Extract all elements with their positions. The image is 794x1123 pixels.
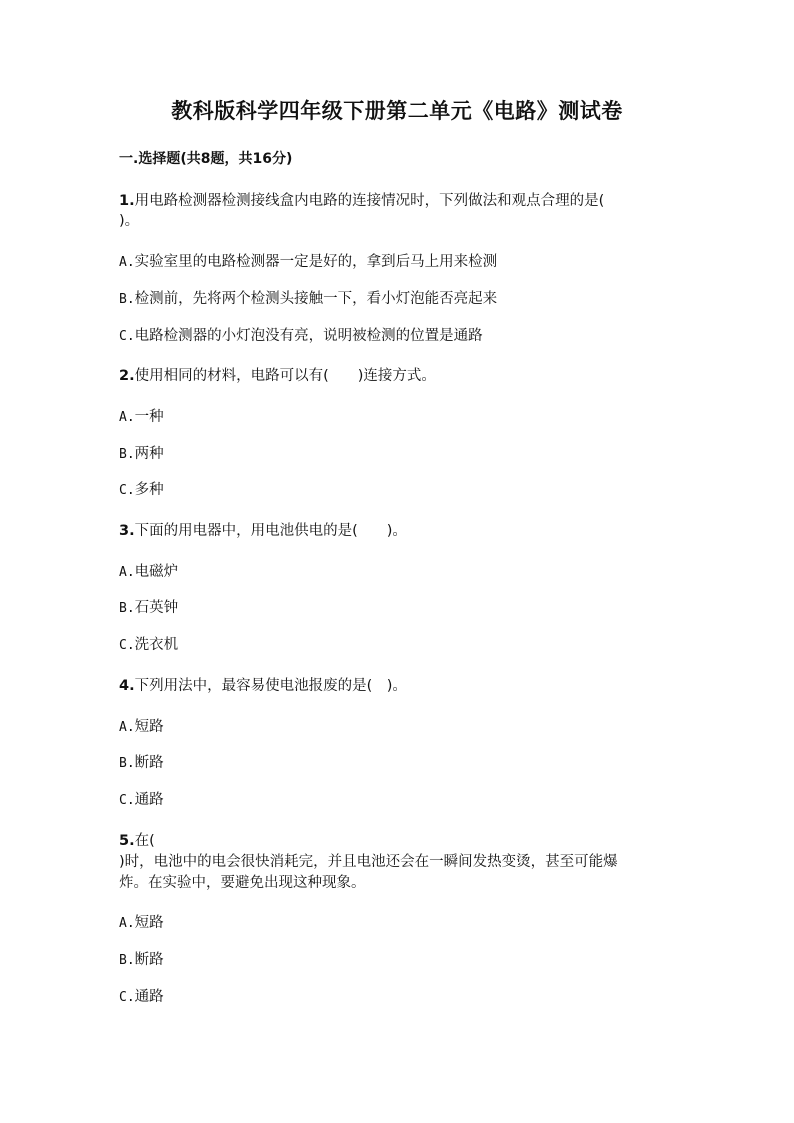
question-5-stem-line-1: 5.在( <box>119 833 155 849</box>
document-title: 教科版科学四年级下册第二单元《电路》测试卷 <box>171 98 623 123</box>
question-number: 4. <box>119 678 135 694</box>
question-number: 3. <box>119 523 135 539</box>
question-2-option-b[interactable]: B.两种 <box>119 446 164 462</box>
question-5-stem-line-2: )时，电池中的电会很快消耗完，并且电池还会在一瞬间发热变烫，甚至可能爆 <box>119 854 618 870</box>
question-number: 2. <box>119 368 135 384</box>
question-number: 5. <box>119 833 135 849</box>
section-heading: 一.选择题(共8题，共16分) <box>119 151 293 167</box>
question-1-option-a[interactable]: A.实验室里的电路检测器一定是好的，拿到后马上用来检测 <box>119 254 498 270</box>
question-number: 1. <box>119 193 135 209</box>
question-5-stem-line-3: 炸。在实验中，要避免出现这种现象。 <box>119 875 366 891</box>
question-3-option-a[interactable]: A.电磁炉 <box>119 564 179 580</box>
question-1-option-c[interactable]: C.电路检测器的小灯泡没有亮，说明被检测的位置是通路 <box>119 328 483 344</box>
question-5-option-b[interactable]: B.断路 <box>119 952 164 968</box>
question-1-option-b[interactable]: B.检测前，先将两个检测头接触一下，看小灯泡能否亮起来 <box>119 291 498 307</box>
question-3-stem: 3.下面的用电器中，用电池供电的是( )。 <box>119 523 407 539</box>
question-3-option-c[interactable]: C.洗衣机 <box>119 637 179 653</box>
question-2-stem: 2.使用相同的材料，电路可以有( )连接方式。 <box>119 368 436 384</box>
question-1-stem-line-1: 1.用电路检测器检测接线盒内电路的连接情况时，下列做法和观点合理的是( <box>119 193 605 209</box>
question-4-option-a[interactable]: A.短路 <box>119 719 164 735</box>
question-2-option-a[interactable]: A.一种 <box>119 409 164 425</box>
question-5-option-c[interactable]: C.通路 <box>119 989 164 1005</box>
question-4-option-b[interactable]: B.断路 <box>119 755 164 771</box>
question-4-option-c[interactable]: C.通路 <box>119 792 164 808</box>
question-1-stem-line-2: )。 <box>119 213 140 229</box>
question-5-option-a[interactable]: A.短路 <box>119 915 164 931</box>
question-3-option-b[interactable]: B.石英钟 <box>119 600 179 616</box>
question-4-stem: 4.下列用法中，最容易使电池报废的是( )。 <box>119 678 407 694</box>
question-2-option-c[interactable]: C.多种 <box>119 482 164 498</box>
